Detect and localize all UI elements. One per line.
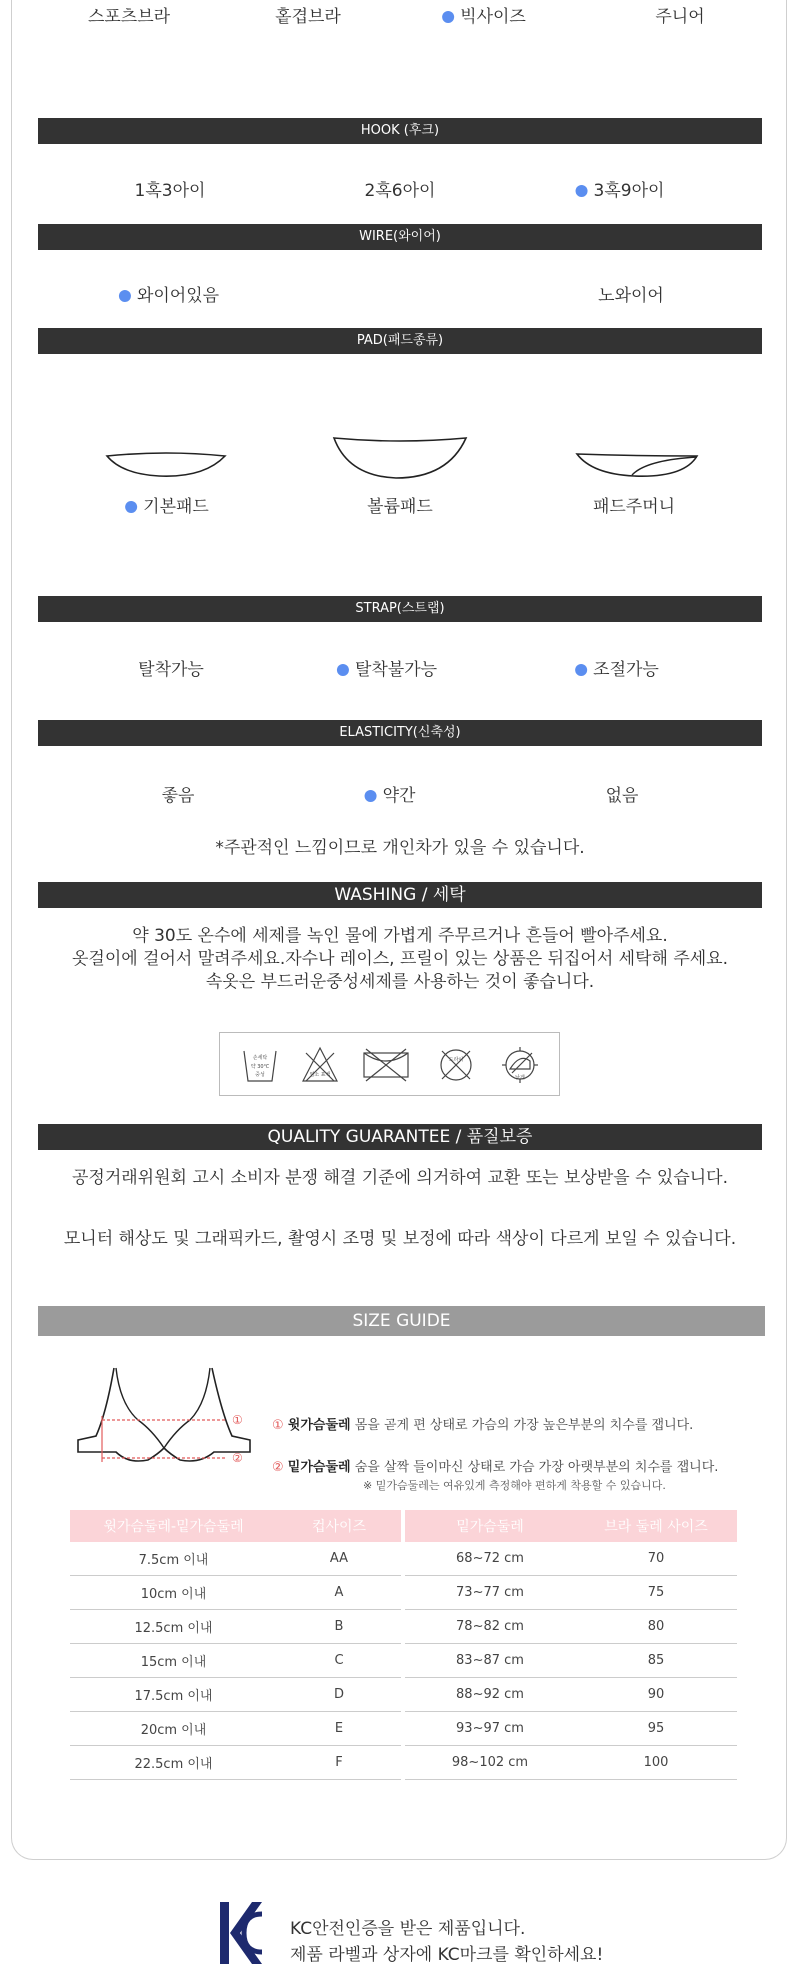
- type-big-size: [442, 2, 526, 27]
- table-cell: 70: [575, 1542, 737, 1576]
- table-cell: 78~82 cm: [405, 1610, 575, 1644]
- cup-size-table: [70, 1510, 401, 1780]
- lower-chest-label: 밑가슴둘레: [287, 1460, 351, 1475]
- washing-section-bar: WASHING / 세탁: [38, 882, 762, 908]
- table-cell: 80: [575, 1610, 737, 1644]
- table-cell: 73~77 cm: [405, 1576, 575, 1610]
- table-cell: 10cm 이내: [70, 1576, 277, 1610]
- elasticity-option-good: 좋음: [161, 786, 195, 806]
- table-cell: 90: [575, 1678, 737, 1712]
- table-cell: 68~72 cm: [405, 1542, 575, 1576]
- selected-dot-icon: [337, 664, 349, 676]
- no-bleach-icon: [300, 1045, 340, 1085]
- elasticity-section-bar: ELASTICITY(신축성): [38, 720, 762, 746]
- lower-marker-label: ②: [232, 1451, 243, 1465]
- strap-option-adjustable-label: 조절가능: [593, 660, 659, 680]
- cup-table-header-row: [70, 1510, 401, 1542]
- elasticity-option-slight: [365, 781, 416, 806]
- band-table-header-row: [405, 1510, 737, 1542]
- washing-line-2: 옷걸이에 걸어서 말려주세요.자수나 레이스, 프릴이 있는 상품은 뒤집어서 세탁해 주세요.: [71, 949, 729, 969]
- washing-symbols-box: [219, 1032, 560, 1096]
- strap-option-detachable: 탈착가능: [138, 660, 204, 680]
- table-cell: 7.5cm 이내: [70, 1542, 277, 1576]
- strap-option-adjustable: [575, 655, 659, 680]
- table-row: [405, 1610, 737, 1644]
- table-cell: D: [277, 1678, 401, 1712]
- table-cell: 83~87 cm: [405, 1644, 575, 1678]
- hook-option-3-label: 3혹9아이: [593, 181, 665, 201]
- strap-section-bar: STRAP(스트랩): [38, 596, 762, 622]
- upper-marker-label: ①: [232, 1413, 243, 1427]
- table-cell: 85: [575, 1644, 737, 1678]
- bra-measurement-diagram: [76, 1364, 256, 1474]
- iron-low-icon: [498, 1043, 542, 1087]
- table-row: [405, 1542, 737, 1576]
- wire-option-2: 노와이어: [598, 286, 664, 306]
- table-cell: AA: [277, 1542, 401, 1576]
- table-cell: 15cm 이내: [70, 1644, 277, 1678]
- hook-option-1: 1혹3아이: [134, 181, 206, 201]
- table-cell: F: [277, 1746, 401, 1780]
- hand-wash-label: 손세탁: [252, 1055, 268, 1061]
- table-row: [70, 1542, 401, 1576]
- lower-chest-desc: 숨을 살짝 들이마신 상태로 가슴 가장 아랫부분의 치수를 잽니다.: [354, 1460, 719, 1475]
- quality-section-bar: QUALITY GUARANTEE / 품질보증: [38, 1124, 762, 1150]
- upper-chest-desc: 몸을 곧게 편 상태로 가슴의 가장 높은부분의 치수를 잽니다.: [354, 1418, 694, 1433]
- table-cell: E: [277, 1712, 401, 1746]
- basic-pad-icon: [104, 450, 228, 482]
- wire-option-1: [119, 281, 219, 306]
- table-cell: 95: [575, 1712, 737, 1746]
- table-cell: 88~92 cm: [405, 1678, 575, 1712]
- table-row: [70, 1610, 401, 1644]
- quality-line-1: 공정거래위원회 고시 소비자 분쟁 해결 기준에 의거하여 교환 또는 보상받을 수 있습니다.: [71, 1168, 729, 1188]
- table-row: [405, 1712, 737, 1746]
- upper-chest-legend: [272, 1414, 693, 1433]
- table-cell: 20cm 이내: [70, 1712, 277, 1746]
- table-cell: 17.5cm 이내: [70, 1678, 277, 1712]
- band-size-table: [405, 1510, 737, 1780]
- lower-chest-legend: [272, 1456, 718, 1475]
- table-cell: 22.5cm 이내: [70, 1746, 277, 1780]
- pad-pocket-icon: [574, 450, 700, 482]
- table-row: [70, 1712, 401, 1746]
- strap-option-not-detachable: [337, 655, 437, 680]
- kc-mark-icon: [218, 1900, 264, 1966]
- table-cell: 75: [575, 1576, 737, 1610]
- wire-section-bar: WIRE(와이어): [38, 224, 762, 250]
- pad-option-basic: [125, 492, 209, 517]
- pad-option-pocket: 패드주머니: [592, 497, 676, 517]
- cup-table-header-diff: 윗가슴둘레-밑가슴둘레: [70, 1510, 277, 1542]
- table-row: [405, 1678, 737, 1712]
- table-cell: 100: [575, 1746, 737, 1780]
- lower-legend-marker: ②: [272, 1460, 284, 1475]
- upper-legend-marker: ①: [272, 1418, 284, 1433]
- no-dry-clean-label: 드라이: [448, 1057, 464, 1063]
- type-sports-bra: 스포츠브라: [87, 7, 171, 27]
- kc-line-2: 제품 라벨과 상자에 KC마크를 확인하세요!: [290, 1945, 604, 1965]
- elasticity-option-slight-label: 약간: [382, 786, 416, 806]
- iron-low-label: 낮게: [515, 1075, 525, 1081]
- table-row: [70, 1746, 401, 1780]
- hook-option-2: 2혹6아이: [364, 181, 436, 201]
- strap-option-not-detachable-label: 탈착불가능: [354, 660, 438, 680]
- no-dry-clean-icon: [436, 1045, 476, 1085]
- table-row: [70, 1576, 401, 1610]
- table-cell: C: [277, 1644, 401, 1678]
- table-row: [405, 1644, 737, 1678]
- pad-option-volume: 볼륨패드: [367, 497, 433, 517]
- hand-wash-neutral-label: 중성: [255, 1072, 265, 1078]
- selected-dot-icon: [442, 11, 454, 23]
- table-row: [70, 1644, 401, 1678]
- type-junior: 주니어: [655, 7, 705, 27]
- volume-pad-icon: [330, 434, 470, 482]
- wire-option-1-label: 와이어있음: [136, 286, 220, 306]
- table-cell: B: [277, 1610, 401, 1644]
- table-row: [405, 1746, 737, 1780]
- band-table-header-under: 밑가슴둘레: [405, 1510, 575, 1542]
- band-table-header-band: 브라 둘레 사이즈: [575, 1510, 737, 1542]
- table-row: [70, 1678, 401, 1712]
- type-big-size-label: 빅사이즈: [460, 7, 526, 27]
- elasticity-note: *주관적인 느낌이므로 개인차가 있을 수 있습니다.: [215, 838, 585, 858]
- table-cell: 98~102 cm: [405, 1746, 575, 1780]
- type-single-layer-bra: 홑겹브라: [275, 7, 341, 27]
- kc-line-1: KC안전인증을 받은 제품입니다.: [290, 1919, 526, 1939]
- selected-dot-icon: [119, 290, 131, 302]
- upper-chest-label: 윗가슴둘레: [287, 1418, 351, 1433]
- quality-line-2: 모니터 해상도 및 그래픽카드, 촬영시 조명 및 보정에 따라 색상이 다르게 보일 수 있습니다.: [63, 1229, 737, 1249]
- size-note: ※ 밑가슴둘레는 여유있게 측정해야 편하게 착용할 수 있습니다.: [363, 1479, 666, 1492]
- hand-wash-temp-label: 약 30℃: [250, 1064, 270, 1070]
- selected-dot-icon: [125, 501, 137, 513]
- table-cell: 93~97 cm: [405, 1712, 575, 1746]
- hook-section-bar: HOOK (후크): [38, 118, 762, 144]
- table-cell: A: [277, 1576, 401, 1610]
- selected-dot-icon: [365, 790, 377, 802]
- pad-section-bar: PAD(패드종류): [38, 328, 762, 354]
- hook-option-3: [576, 176, 665, 201]
- hand-wash-icon: [242, 1045, 278, 1085]
- selected-dot-icon: [575, 664, 587, 676]
- elasticity-option-none: 없음: [605, 786, 639, 806]
- table-cell: 12.5cm 이내: [70, 1610, 277, 1644]
- no-tumble-dry-icon: [362, 1047, 410, 1083]
- table-row: [405, 1576, 737, 1610]
- washing-line-3: 속옷은 부드러운중성세제를 사용하는 것이 좋습니다.: [205, 972, 595, 992]
- size-guide-bar: SIZE GUIDE: [38, 1306, 765, 1336]
- pad-option-basic-label: 기본패드: [143, 497, 209, 517]
- washing-line-1: 약 30도 온수에 세제를 녹인 물에 가볍게 주무르거나 흔들어 빨아주세요.: [132, 926, 668, 946]
- no-bleach-label: 염소 표백: [309, 1072, 331, 1078]
- selected-dot-icon: [576, 185, 588, 197]
- cup-table-header-cup: 컵사이즈: [277, 1510, 401, 1542]
